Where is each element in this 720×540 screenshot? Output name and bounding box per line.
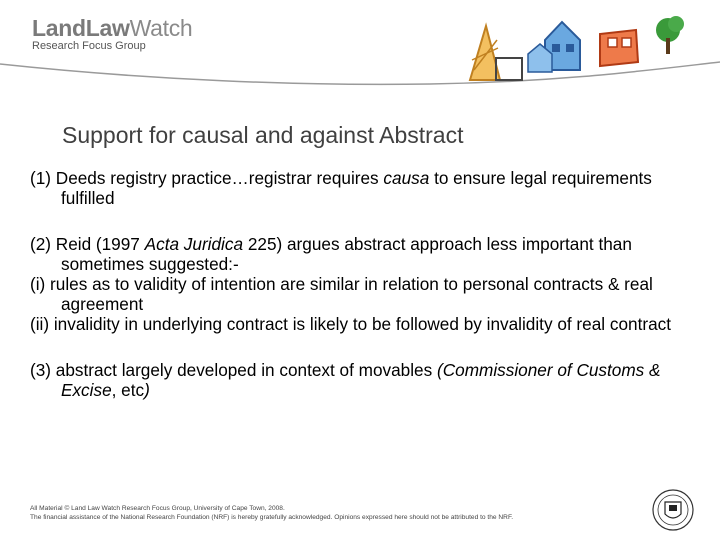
slide-body	[30, 168, 690, 400]
logo-title: LandLawWatch	[32, 15, 193, 41]
university-seal-icon	[651, 486, 695, 534]
paragraph-3: (i) rules as to validity of intention are similar in relation to personal contracts & real agreement	[30, 274, 653, 314]
footer-line-1: All Material © Land Law Watch Research Focus Group, University of Cape Town, 2008.	[30, 505, 285, 512]
logo-subtitle: Research Focus Group	[32, 40, 146, 52]
slide-title: Support for causal and against Abstract	[62, 122, 464, 148]
paragraph-2: (2) Reid (1997 Acta Juridica 225) argues abstract approach less important than sometimes suggested:-	[30, 234, 632, 274]
logo	[32, 14, 192, 52]
footer-line-2: The financial assistance of the National Research Foundation (NRF) is hereby gratefully acknowledged. Opinions expressed here should not be attributed to the NRF.	[30, 514, 514, 521]
house-red-icon	[600, 30, 638, 66]
paragraph-4: (ii) invalidity in underlying contract is likely to be followed by invalidity of real contract	[30, 314, 671, 334]
paragraph-5: (3) abstract largely developed in context of movables (Commissioner of Customs & Excise, etc)	[30, 360, 661, 400]
paragraph-1: (1) Deeds registry practice…registrar requires causa to ensure legal requirements fulfilled	[30, 168, 652, 208]
footer	[30, 504, 513, 522]
